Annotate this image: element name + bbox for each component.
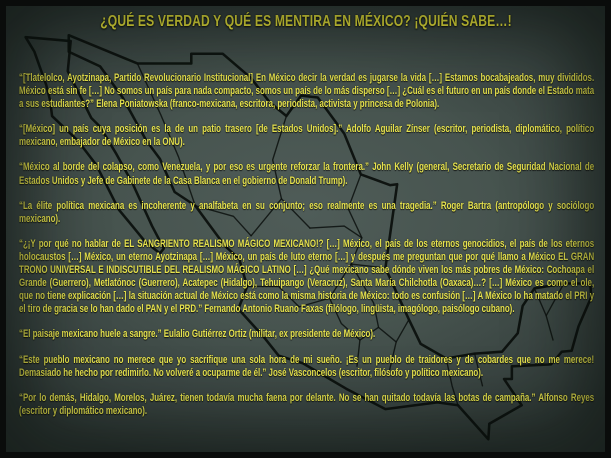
slide-title: ¿QUÉ ES VERDAD Y QUÉ ES MENTIRA EN MÉXICO? ¡QUIÉN SABE…!	[99, 13, 512, 30]
quote-paragraph-gutierrez-ortiz: “El paisaje mexicano huele a sangre.” Eulalio Gutiérrez Ortiz (militar, ex presidente de México).	[19, 328, 376, 341]
quote-paragraph-vasconcelos: “Este pueblo mexicano no merece que yo sacrifique una sola hora de mi sueño. ¡Es un pueblo de traidores y de cobardes que no me merece! Demasiado he hecho por redimirlo. No volveré a ocuparme de él.” José Vasconcelos (escritor, filósofo y político mexicano).	[19, 353, 595, 379]
quote-paragraph-aguilar-zinser: “[México] un país cuya posición es la de un patio trasero [de Estados Unidos].” Adolfo Aguilar Zínser (escritor, periodista, diplomático, político mexicano, embajador de México en la ONU).	[19, 123, 595, 149]
quote-paragraph-john-kelly: “México al borde del colapso, como Venezuela, y por eso es urgente reforzar la frontera.” John Kelly (general, Secretario de Seguridad Nacional de Estados Unidos y Jefe de Gabinete de la Casa Blanca en el gobierno de Donald Trump).	[19, 161, 595, 187]
quote-paragraph-ruano-faxas: “¿¡Y por qué no hablar de EL SANGRIENTO REALISMO MÁGICO MEXICANO!? […] México, el país de los eternos genocidios, el país de los eternos holocaustos […] México, un eterno Ayotzinapa […] México, un país de luto eterno […] y después me preguntan que por qué llamo a México EL GRAN TRONO UNIVERSAL E INDISCUTIBLE DEL REALISMO MÁGICO LATINO […] ¿Qué mexicano sabe dónde viven los más pobres de México: Cochoapa el Grande (Guerrero), Metlatónoc (Guerrero), Acatepec (Hidalgo), Tehuipango (Veracruz), Santa María Chilchotla (Oaxaca)…? […] México es como el ole, que no tiene explicación […] la situación actual de México está como la misma historia de México: todo es confusión […] A México lo ha matado el PRI y el tiro de gracia se lo han dado el PAN y el PRD.” Fernando Antonio Ruano Faxas (filólogo, lingüista, imagólogo, paisólogo cubano).	[19, 237, 595, 316]
quote-paragraph-alfonso-reyes: “Por lo demás, Hidalgo, Morelos, Juárez, tienen todavía mucha faena por delante. No se han quitado todavía las botas de campaña.” Alfonso Reyes (escritor y diplomático mexicano).	[19, 391, 595, 417]
quote-paragraph-poniatowska: “[Tlatelolco, Ayotzinapa, Partido Revolucionario Institucional] En México decir la verdad es jugarse la vida […] Estamos bocabajeados, muy divididos. México está sin fe […] No somos un país para nada compacto, somos un país de lo más disperso […] ¿Cuál es el futuro en un país donde el Estado mata a sus estudiantes?” Elena Poniatowska (franco-mexicana, escritora, periodista, activista y princesa de Polonia).	[19, 72, 595, 111]
quotes-block	[19, 72, 594, 430]
quote-paragraph-roger-bartra: “La élite política mexicana es incoherente y analfabeta en su conjunto; eso realmente es una tragedia.” Roger Bartra (antropólogo y sociólogo mexicano).	[19, 199, 595, 225]
